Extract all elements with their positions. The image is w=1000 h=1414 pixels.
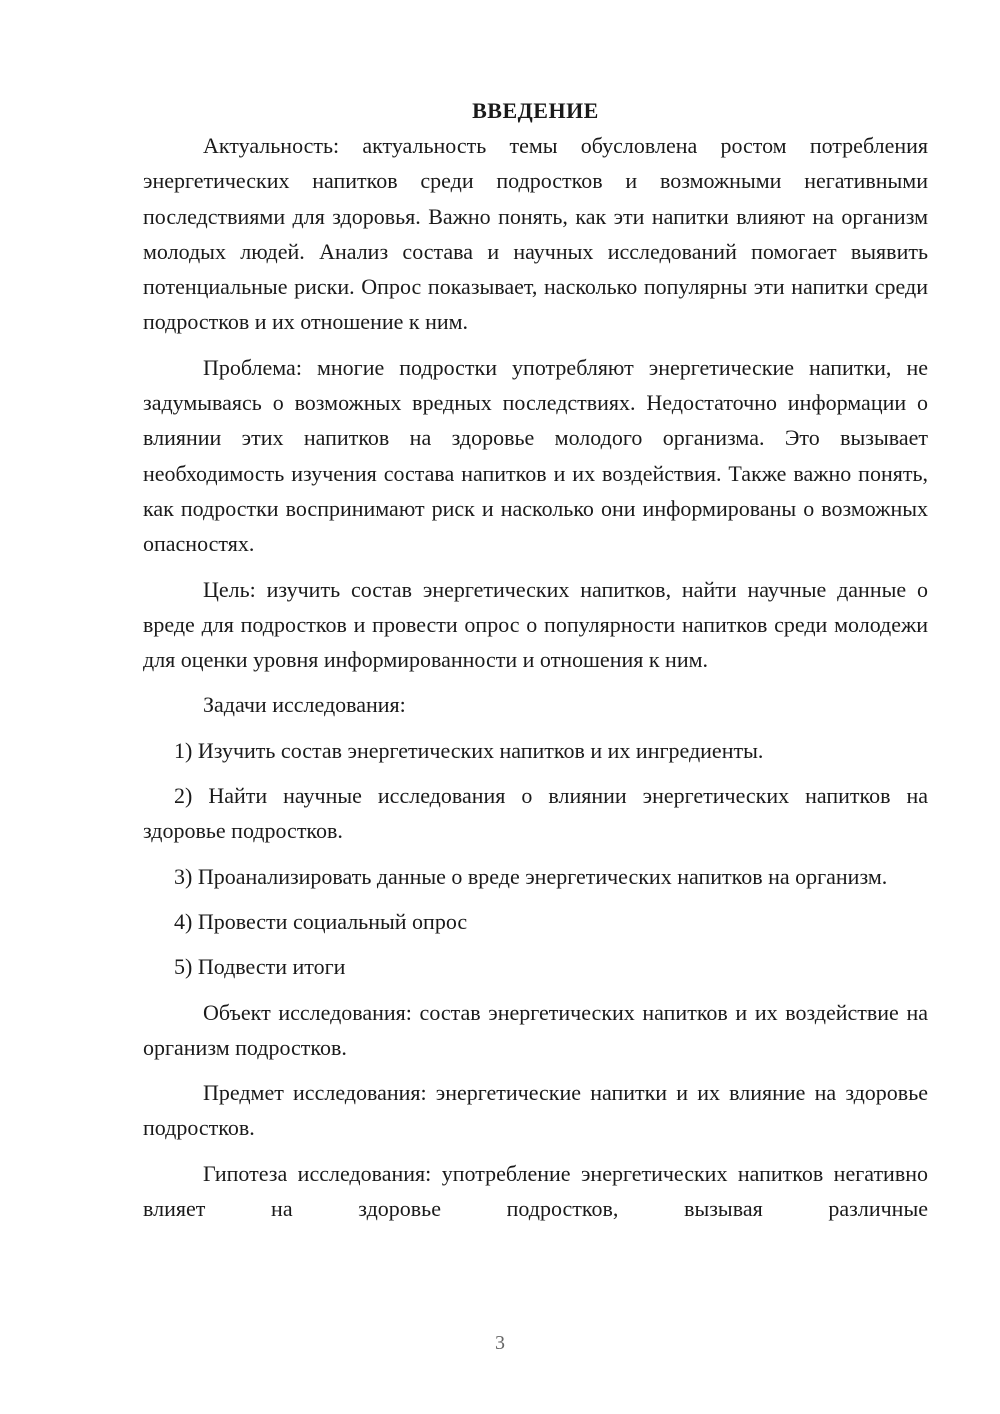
paragraph-hypothesis: Гипотеза исследования: употребление энергетических напитков негативно влияет на здоровье подростков, вызывая различные [143, 1160, 928, 1222]
task-item-2: 2) Найти научные исследования о влиянии энергетических напитков на здоровье подростков. [143, 783, 928, 844]
paragraph-subject: Предмет исследования: энергетические напитки и их влияние на здоровье подростков. [143, 1080, 928, 1141]
document-page [143, 96, 928, 1236]
paragraph-goal: Цель: изучить состав энергетических напитков, найти научные данные о вреде для подростков и провести опрос о популярности напитков среди молодежи для оценки уровня информированности и отношения к ним. [143, 576, 928, 673]
task-item-3: 3) Проанализировать данные о вреде энергетических напитков на организм. [174, 863, 888, 889]
page-number: 3 [495, 1332, 505, 1354]
task-item-5: 5) Подвести итоги [174, 954, 346, 980]
paragraph-relevance: Актуальность: актуальность темы обусловлена ростом потребления энергетических напитков среди подростков и возможными негативными последствиями для здоровья. Важно понять, как эти напитки влияют на организм молодых людей. Анализ состава и научных исследований помогает выявить потенциальные риски. Опрос показывает, насколько популярны эти напитки среди подростков и их отношение к ним. [143, 133, 928, 335]
task-item-4: 4) Провести социальный опрос [174, 908, 468, 934]
task-item-1: 1) Изучить состав энергетических напитков и их ингредиенты. [174, 737, 764, 763]
paragraph-object: Объект исследования: состав энергетических напитков и их воздействие на организм подростков. [143, 999, 928, 1060]
section-title: ВВЕДЕНИЕ [472, 98, 599, 123]
paragraph-tasks-heading: Задачи исследования: [203, 692, 406, 718]
paragraph-problem: Проблема: многие подростки употребляют энергетические напитки, не задумываясь о возможных вредных последствиях. Недостаточно информации о влиянии этих напитков на здоровье молодого организма. Это вызывает необходимость изучения состава напитков и их воздействия. Также важно понять, как подростки воспринимают риск и насколько они информированы о возможных опасностях. [143, 354, 928, 557]
